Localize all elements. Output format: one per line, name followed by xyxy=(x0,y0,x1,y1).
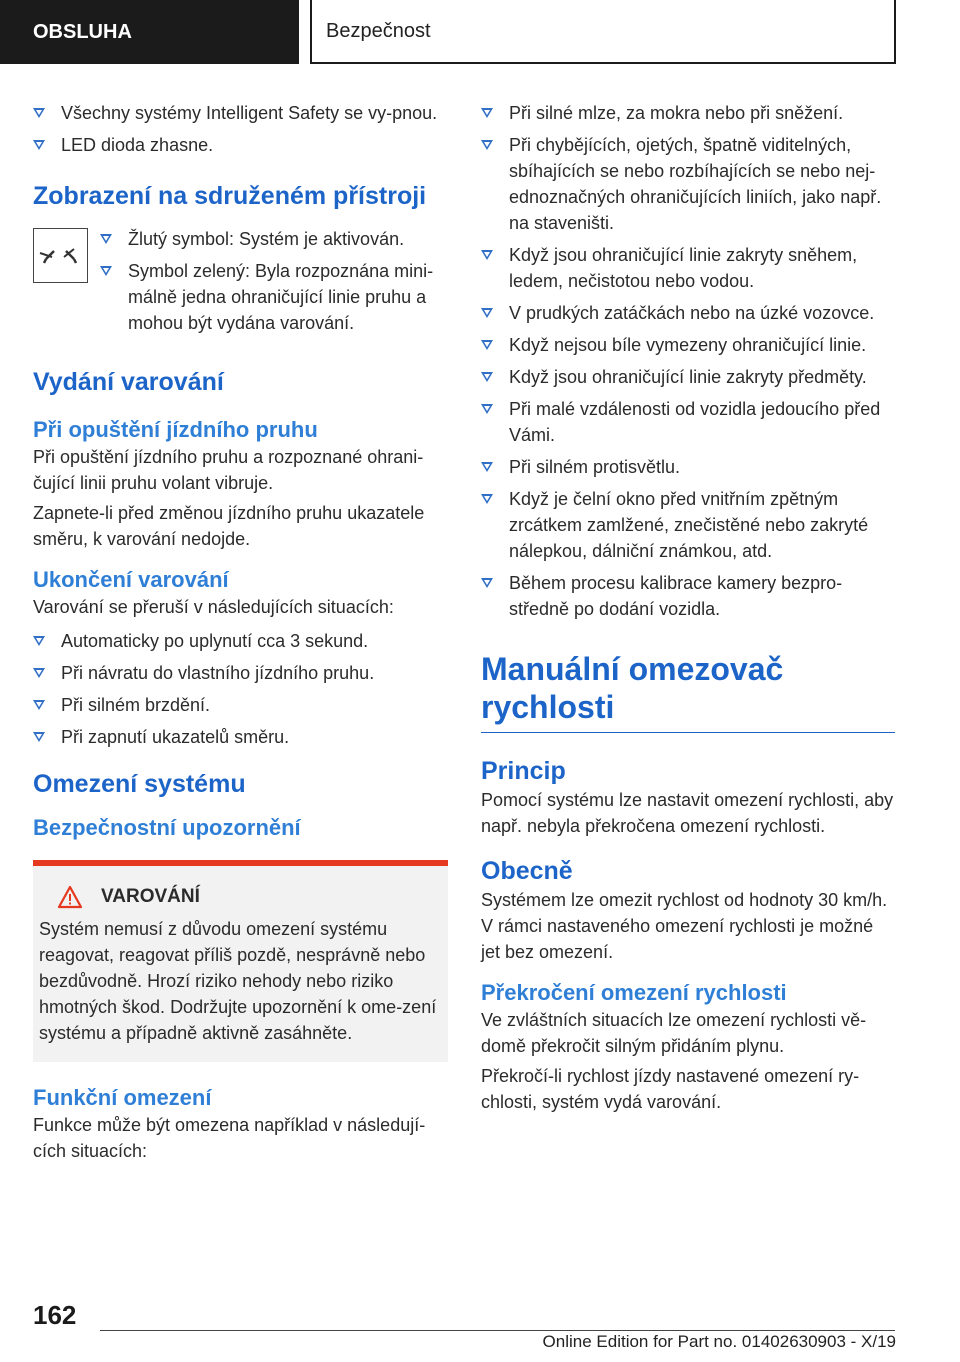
heading-speed-limiter: Manuální omezovač rychlosti xyxy=(481,651,784,725)
list-item: Když nejsou bíle vymezeny ohraničující linie. xyxy=(481,332,895,358)
bullet-triangle-icon xyxy=(481,140,493,150)
bullet-triangle-icon xyxy=(33,108,45,118)
paragraph: Funkce může být omezena například v následují‐cích situacích: xyxy=(33,1115,426,1161)
bullet-triangle-icon xyxy=(481,308,493,318)
footer-edition: Online Edition for Part no. 01402630903 - X/19 xyxy=(542,1332,896,1351)
bullet-triangle-icon xyxy=(481,340,493,350)
list-item: Při silném protisvětlu. xyxy=(481,454,895,480)
heading-end-warning: Ukončení varování xyxy=(33,567,229,592)
paragraph: Varování se přeruší v následujících situacích: xyxy=(33,597,394,617)
heading-exceed: Překročení omezení rychlosti xyxy=(481,980,787,1005)
list-item: Všechny systémy Intelligent Safety se vy‐pnou. xyxy=(33,100,448,126)
list-item: Při zapnutí ukazatelů směru. xyxy=(33,724,448,750)
bullet-triangle-icon xyxy=(481,250,493,260)
bullet-triangle-icon xyxy=(33,636,45,646)
list-item: Když jsou ohraničující linie zakryty předměty. xyxy=(481,364,895,390)
section-tab: OBSLUHA xyxy=(0,0,299,64)
left-column xyxy=(33,100,448,1164)
list-item: Při chybějících, ojetých, špatně viditelných, sbíhajících se nebo rozbíhajících se nebo nej‐ednoznačných ohraničujících liniích, jako např. na staveništi. xyxy=(481,132,895,236)
list-item: Při návratu do vlastního jízdního pruhu. xyxy=(33,660,448,686)
bullet-triangle-icon xyxy=(481,372,493,382)
paragraph: Zapnete-li před změnou jízdního pruhu ukazatele směru, k varování nedojde. xyxy=(33,503,425,549)
page-number: 162 xyxy=(33,1300,77,1330)
warning-text: Systém nemusí z důvodu omezení systému reagovat, reagovat příliš pozdě, nesprávně nebo bezdůvodně. Hrozí riziko nehody nebo riziko hmotných škod. Dodržujte upozornění k ome‐zení systému a případně aktivně zasáhněte. xyxy=(39,919,437,1043)
warning-box xyxy=(33,860,448,1062)
heading-warnings: Vydání varování xyxy=(33,368,224,396)
bullet-triangle-icon xyxy=(100,234,112,244)
paragraph: Při opuštění jízdního pruhu a rozpoznané ohrani‐čující linii pruhu volant vibruje. xyxy=(33,447,424,493)
list-item: Symbol zelený: Byla rozpoznána mini‐málně jedna ohraničující linie pruhu a mohou být vydána varování. xyxy=(100,258,448,336)
right-column xyxy=(481,100,895,1115)
footer-divider xyxy=(100,1330,895,1331)
bullet-triangle-icon xyxy=(481,494,493,504)
bullet-triangle-icon xyxy=(33,700,45,710)
lane-assist-symbol-icon xyxy=(33,228,88,283)
bullet-triangle-icon xyxy=(481,578,493,588)
warning-triangle-icon xyxy=(57,885,83,909)
bullet-triangle-icon xyxy=(481,404,493,414)
chapter-heading-wrap xyxy=(481,650,895,733)
symbol-row xyxy=(33,226,448,336)
list-item: Žlutý symbol: Systém je aktivován. xyxy=(100,226,448,252)
list-item: Když jsou ohraničující linie zakryty sněhem, ledem, nečistotou nebo vodou. xyxy=(481,242,895,294)
paragraph: Ve zvláštních situacích lze omezení rychlosti vě‐domě překročit silným přidáním plynu. xyxy=(481,1010,867,1056)
bullet-triangle-icon xyxy=(33,668,45,678)
list-item: Během procesu kalibrace kamery bezpro‐středně po dodání vozidla. xyxy=(481,570,895,622)
chapter-tab: Bezpečnost xyxy=(310,0,896,64)
list-item: Při silné mlze, za mokra nebo při sněžení. xyxy=(481,100,895,126)
warning-title: VAROVÁNÍ xyxy=(39,884,442,910)
bullet-triangle-icon xyxy=(100,266,112,276)
list-item: Když je čelní okno před vnitřním zpětným zrcátkem zamlžené, znečistěné nebo zakryté nálepkou, dálniční známkou, atd. xyxy=(481,486,895,564)
heading-safety: Bezpečnostní upozornění xyxy=(33,815,301,840)
heading-general: Obecně xyxy=(481,857,573,885)
bullet-triangle-icon xyxy=(481,462,493,472)
bullet-triangle-icon xyxy=(481,108,493,118)
list-item: Při silném brzdění. xyxy=(33,692,448,718)
list-item: LED dioda zhasne. xyxy=(33,132,448,158)
heading-display: Zobrazení na sdruženém přístroji xyxy=(33,182,427,210)
paragraph: Pomocí systému lze nastavit omezení rychlosti, aby např. nebyla překročena omezení rychlosti. xyxy=(481,790,894,836)
bullet-triangle-icon xyxy=(33,140,45,150)
heading-function-limits: Funkční omezení xyxy=(33,1085,212,1110)
list-item: Automaticky po uplynutí cca 3 sekund. xyxy=(33,628,448,654)
list-item: Při malé vzdálenosti od vozidla jedoucího před Vámi. xyxy=(481,396,895,448)
heading-principle: Princip xyxy=(481,757,566,785)
heading-limits: Omezení systému xyxy=(33,770,246,798)
bullet-triangle-icon xyxy=(33,732,45,742)
paragraph: Systémem lze omezit rychlost od hodnoty 30 km/h. V rámci nastaveného omezení rychlosti je možné jet bez omezení. xyxy=(481,890,888,962)
paragraph: Překročí-li rychlost jízdy nastavené omezení ry‐chlosti, systém vydá varování. xyxy=(481,1066,860,1112)
heading-lane-leave: Při opuštění jízdního pruhu xyxy=(33,417,318,442)
list-item: V prudkých zatáčkách nebo na úzké vozovce. xyxy=(481,300,895,326)
